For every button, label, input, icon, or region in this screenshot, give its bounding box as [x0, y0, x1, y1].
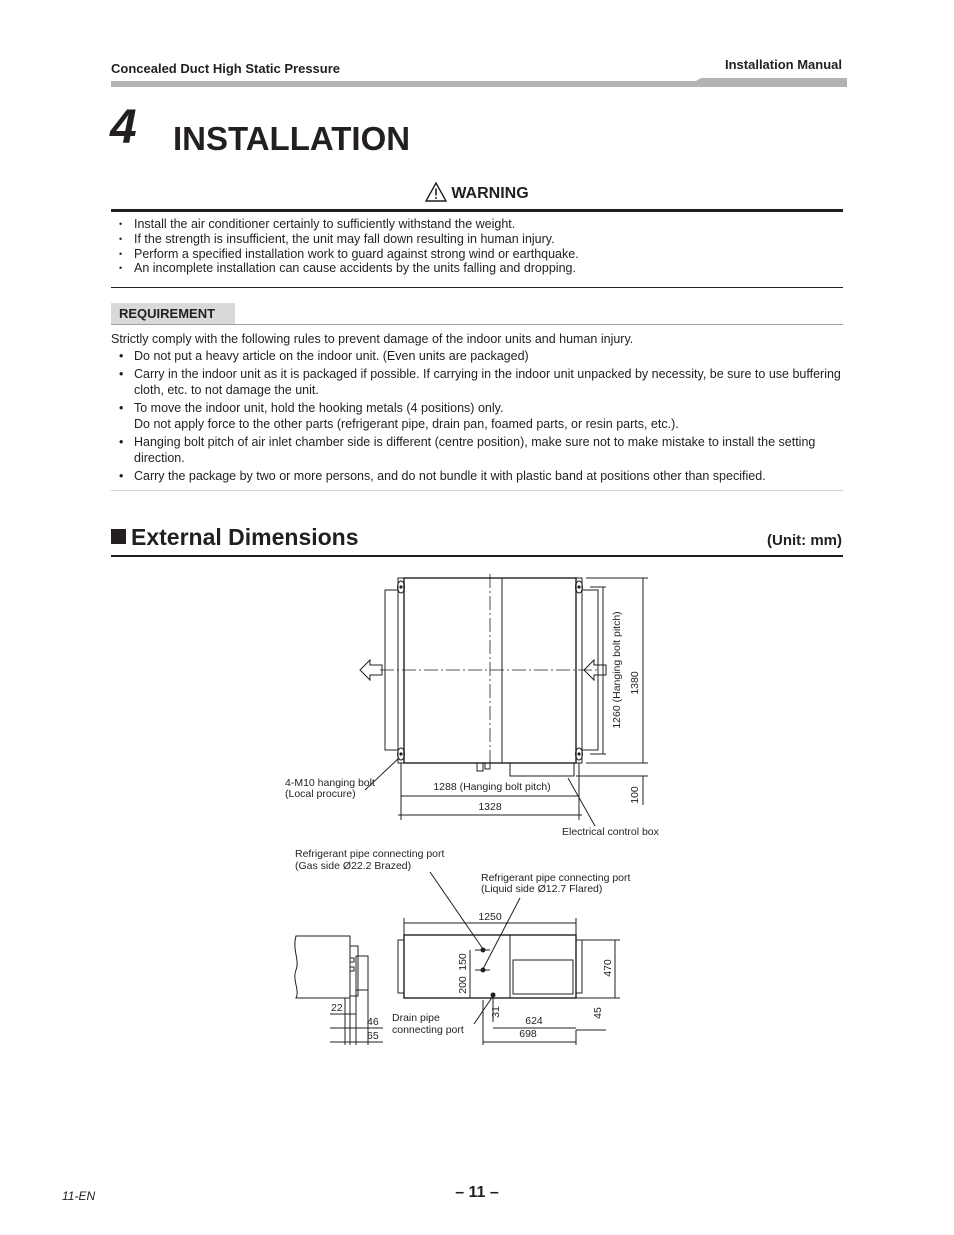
gas-port-label-sub: (Gas side Ø22.2 Brazed)	[295, 860, 412, 872]
header-product-name: Concealed Duct High Static Pressure	[111, 61, 341, 76]
requirement-label: REQUIREMENT	[111, 303, 235, 324]
list-item-line: To move the indoor unit, hold the hooking metals (4 positions) only.	[134, 400, 504, 415]
dim-150: 150	[457, 953, 469, 971]
section-title-text: External Dimensions	[131, 524, 359, 550]
list-item: • Carry the package by two or more persons, and do not bundle it with plastic band at positions other than specified.	[111, 468, 851, 484]
gas-port-label: Refrigerant pipe connecting port	[295, 848, 445, 860]
dim-22: 22	[331, 1002, 343, 1014]
footer-code: 11-EN	[62, 1189, 96, 1203]
electrical-control-box-label: Electrical control box	[562, 826, 659, 838]
chapter-number: 4	[110, 101, 137, 154]
liquid-port-label: Refrigerant pipe connecting port	[481, 872, 631, 884]
chapter-title: INSTALLATION	[173, 120, 411, 157]
dim-1328: 1328	[478, 801, 502, 813]
side-view	[295, 848, 631, 1045]
liquid-port-label-sub: (Liquid side Ø12.7 Flared)	[481, 883, 603, 895]
airflow-arrow-icon	[360, 660, 382, 680]
drain-port-label: Drain pipe	[392, 1012, 440, 1024]
drain-port-label-sub: connecting port	[392, 1024, 464, 1036]
header-manual-title: Installation Manual	[724, 57, 842, 72]
list-item: • Do not put a heavy article on the indoor unit. (Even units are packaged)	[111, 348, 851, 364]
list-item: • An incomplete installation can cause accidents by the units falling and dropping.	[111, 261, 843, 276]
page-number: – 11 –	[455, 1184, 499, 1201]
dim-470: 470	[602, 959, 614, 977]
list-item: • Carry in the indoor unit as it is packaged if possible. If carrying in the indoor unit unpacked by necessity, be sure to use buffering cloth, etc. to not damage the unit.	[111, 366, 851, 399]
dim-65: 65	[367, 1030, 379, 1042]
list-item: • Perform a specified installation work to guard against strong wind or earthquake.	[111, 247, 843, 262]
dim-1380: 1380	[629, 671, 641, 695]
dim-1288: 1288 (Hanging bolt pitch)	[433, 781, 551, 793]
dim-46: 46	[367, 1016, 379, 1028]
list-item-line: Do not apply force to the other parts (refrigerant pipe, drain pan, foamed parts, or resin parts, etc.).	[134, 417, 679, 432]
dim-100: 100	[629, 786, 641, 804]
unit-label: (Unit: mm)	[767, 532, 842, 549]
list-item: • Install the air conditioner certainly to sufficiently withstand the weight.	[111, 217, 843, 232]
hanging-bolt-label: 4-M10 hanging bolt	[285, 777, 375, 789]
list-item: • Hanging bolt pitch of air inlet chamber side is different (centre position), make sure not to make mistake to install the setting direction.	[111, 434, 851, 467]
dim-698: 698	[519, 1028, 537, 1040]
dim-200: 200	[457, 976, 469, 994]
list-item: • If the strength is insufficient, the unit may fall down resulting in human injury.	[111, 232, 843, 247]
dim-1260: 1260 (Hanging bolt pitch)	[611, 611, 623, 729]
dim-624: 624	[525, 1015, 543, 1027]
dim-31: 31	[490, 1006, 502, 1018]
hanging-bolt-label-sub: (Local procure)	[285, 788, 356, 800]
warning-heading-text: WARNING	[451, 185, 529, 202]
requirement-intro: Strictly comply with the following rules to prevent damage of the indoor units and human injury.	[111, 332, 634, 346]
top-view	[285, 574, 660, 838]
dim-45: 45	[592, 1007, 604, 1019]
dim-1250: 1250	[478, 911, 502, 923]
